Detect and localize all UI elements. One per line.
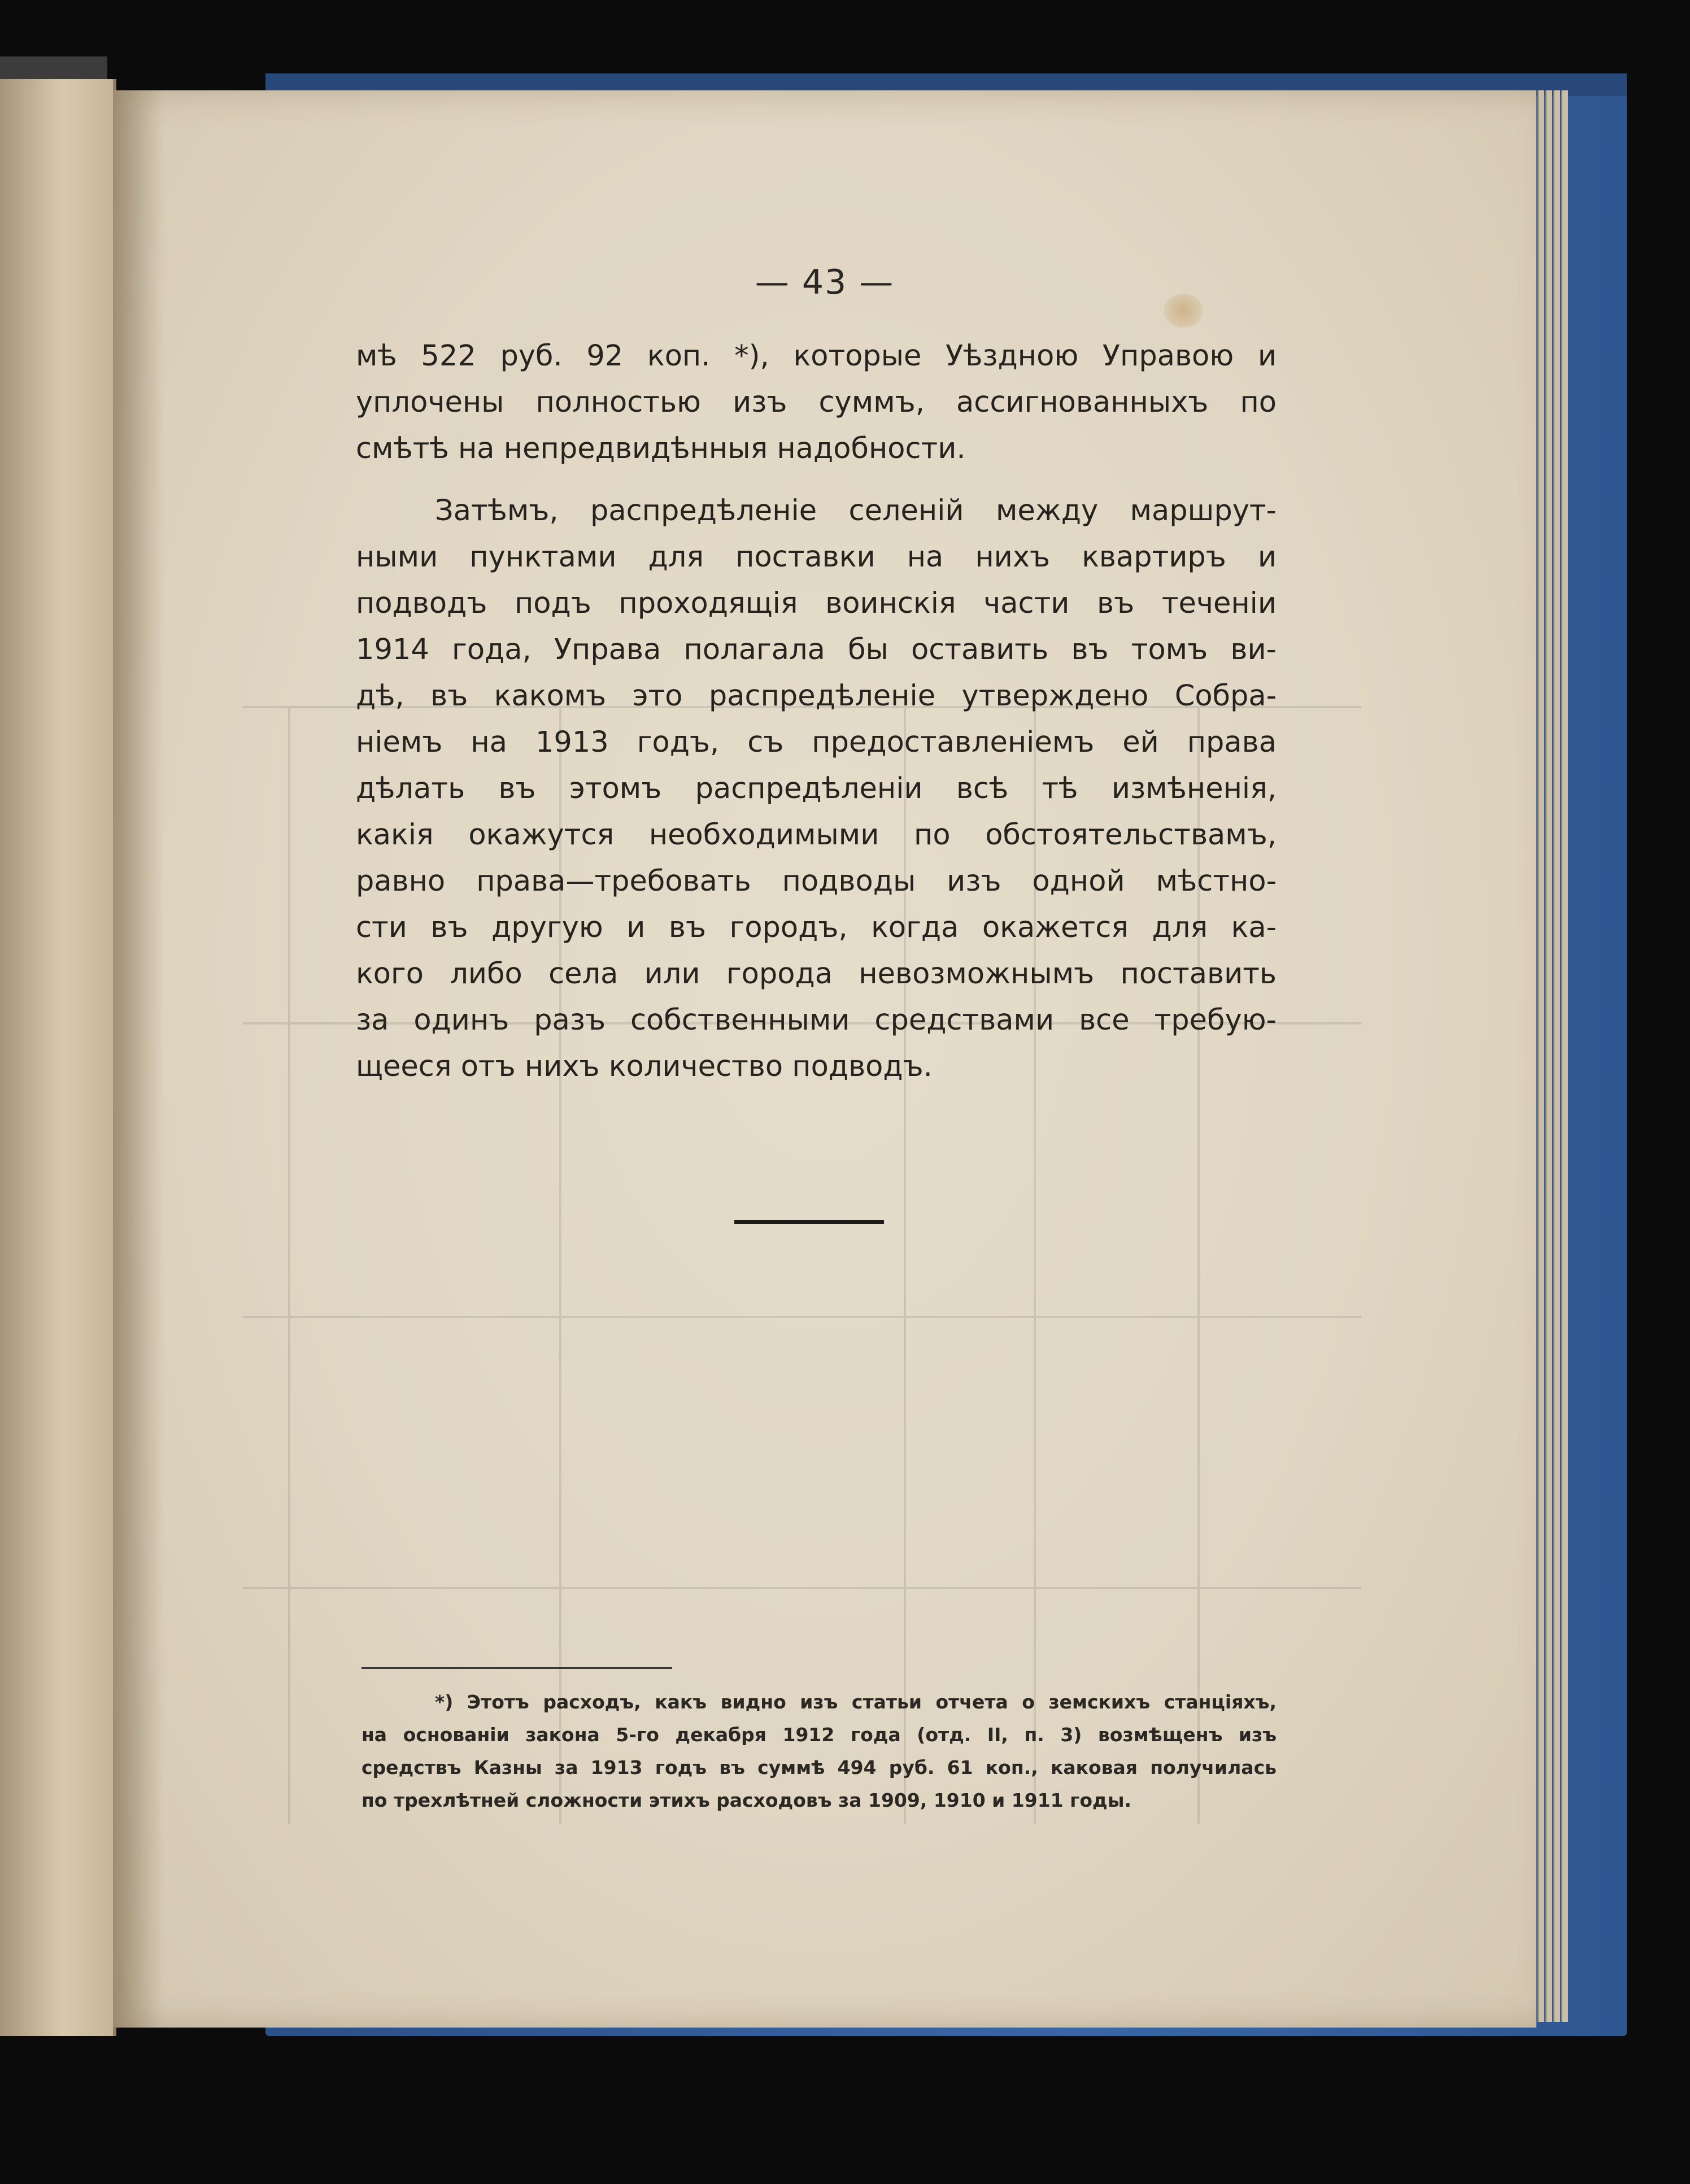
section-divider: [734, 1220, 884, 1224]
gutter-shadow: [113, 90, 164, 2028]
text-line: равно права—требовать подводы изъ одной мѣстно-: [356, 865, 1277, 898]
footnote-line: на основаніи закона 5-го декабря 1912 года (отд. II, п. 3) возмѣщенъ изъ: [361, 1724, 1277, 1746]
paragraph-2: [356, 488, 1277, 1090]
paragraph-1: [356, 333, 1277, 472]
text-line: дѣ, въ какомъ это распредѣленіе утверждено Собра-: [356, 679, 1277, 713]
left-facing-page: [0, 79, 116, 2036]
footnote-rule: [361, 1667, 672, 1669]
page-edge: [1553, 90, 1560, 2022]
text-line: дѣлать въ этомъ распредѣленіи всѣ тѣ измѣненія,: [356, 772, 1277, 805]
text-line: щееся отъ нихъ количество подводъ.: [356, 1050, 933, 1083]
text-line: ными пунктами для поставки на нихъ квартиръ и: [356, 540, 1277, 574]
footnote-line: средствъ Казны за 1913 годъ въ суммѣ 494 руб. 61 коп., каковая получилась: [361, 1756, 1277, 1778]
body-text: [356, 333, 1277, 1090]
text-line: Затѣмъ, распредѣленіе селеній между маршрут-: [435, 494, 1277, 528]
text-line: какія окажутся необходимыми по обстоятельствамъ,: [356, 818, 1277, 852]
text-line: ніемъ на 1913 годъ, съ предоставленіемъ ей права: [356, 726, 1277, 759]
paper-stain: [1164, 294, 1203, 328]
text-line: сти въ другую и въ городъ, когда окажется для ка-: [356, 911, 1277, 944]
footnote: [361, 1686, 1277, 1817]
text-line: за одинъ разъ собственными средствами все требую-: [356, 1004, 1277, 1037]
page-number: — 43 —: [755, 263, 895, 302]
text-line: уплочены полностью изъ суммъ, ассигнованныхъ по: [356, 386, 1277, 419]
footnote-line: *) Этотъ расходъ, какъ видно изъ статьи отчета о земскихъ станціяхъ,: [435, 1691, 1277, 1713]
text-line: подводъ подъ проходящія воинскія части въ теченіи: [356, 587, 1277, 620]
text-line: 1914 года, Управа полагала бы оставить въ томъ ви-: [356, 633, 1277, 666]
text-line: мѣ 522 руб. 92 коп. *), которые Уѣздною Управою и: [356, 339, 1277, 373]
text-line: кого либо села или города невозможнымъ поставить: [356, 957, 1277, 991]
page-edge: [1545, 90, 1552, 2022]
footnote-line: по трехлѣтней сложности этихъ расходовъ за 1909, 1910 и 1911 годы.: [361, 1789, 1132, 1811]
page-edge: [1537, 90, 1544, 2022]
text-line: смѣтѣ на непредвидѣнныя надобности.: [356, 432, 966, 465]
page-edge: [1561, 90, 1568, 2022]
